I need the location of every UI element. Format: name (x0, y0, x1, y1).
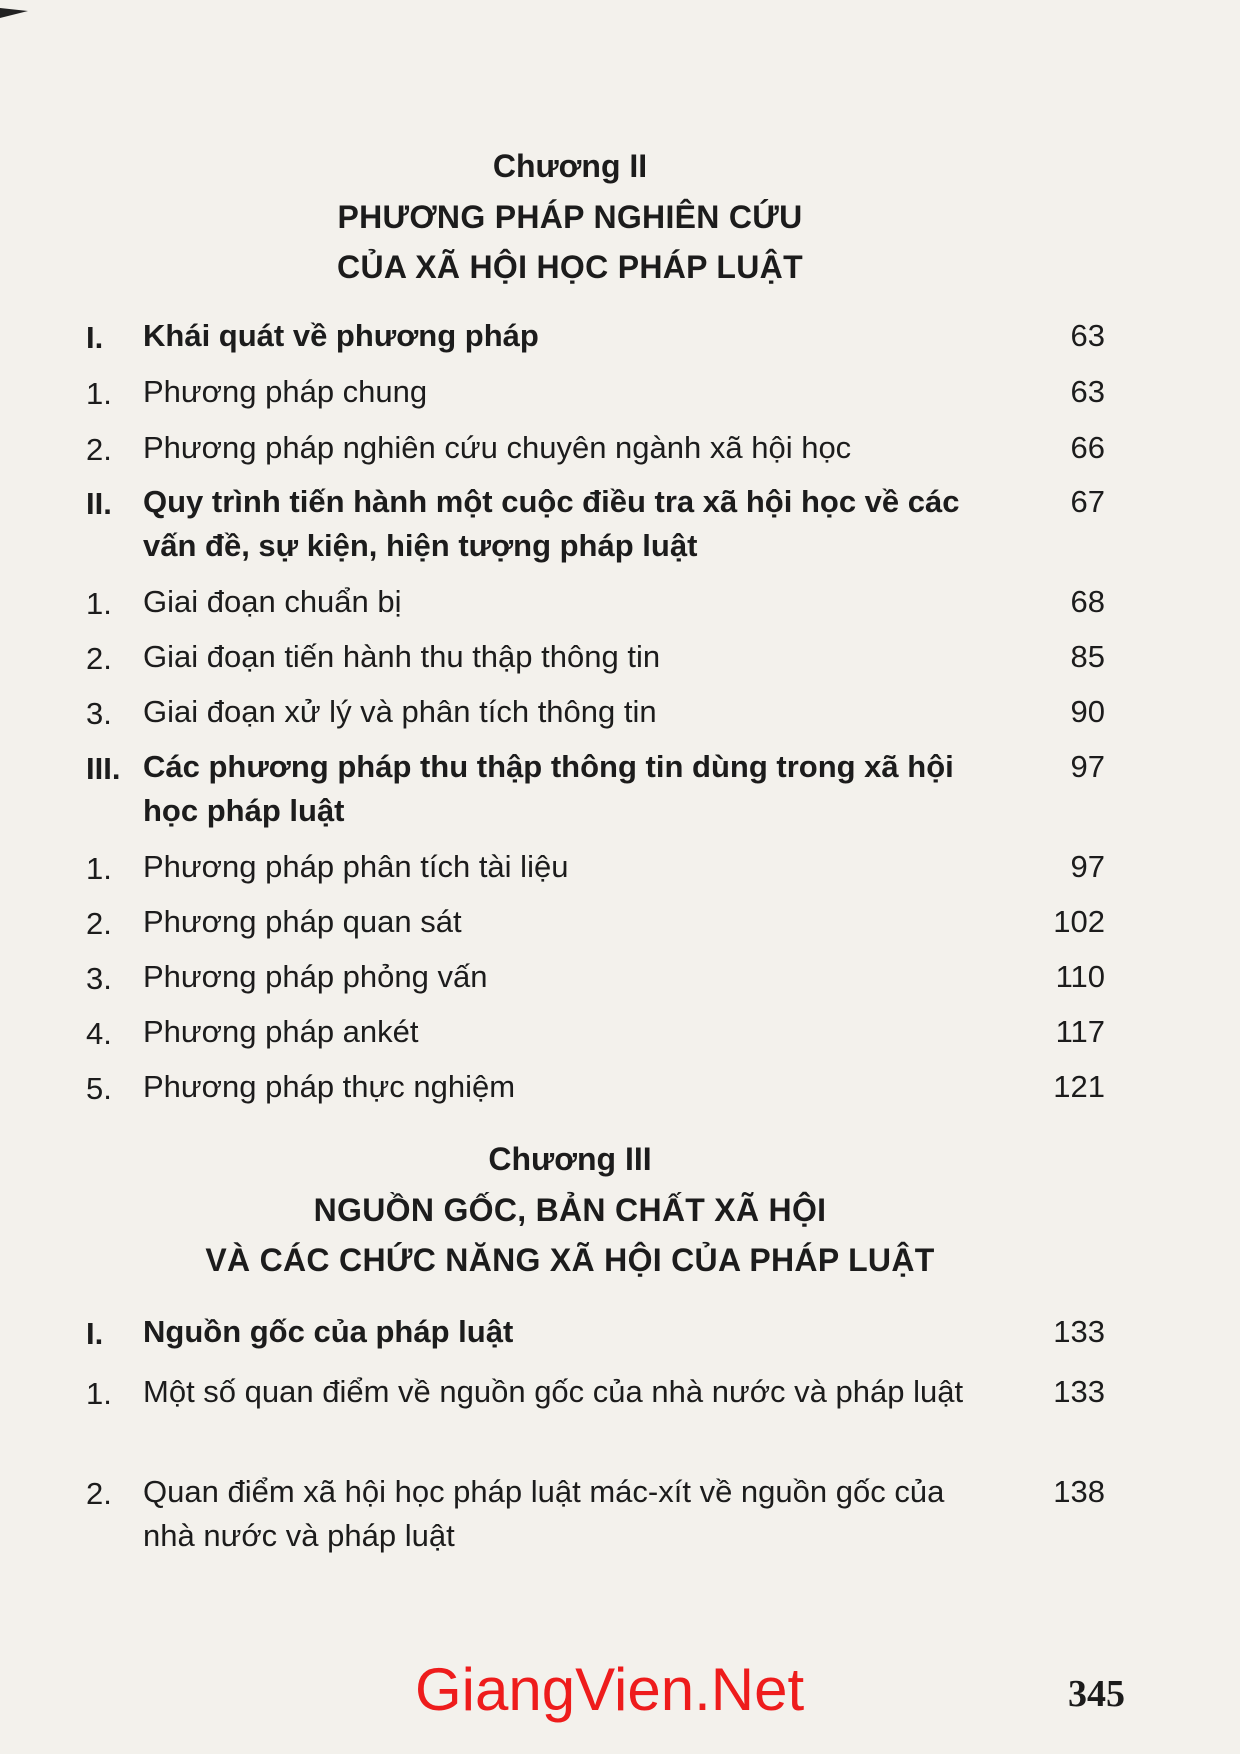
entry-number: 2. (86, 906, 112, 941)
entry-number: I. (86, 320, 104, 355)
entry-title: Phương pháp phân tích tài liệu (143, 849, 569, 884)
entry-number: II. (86, 486, 112, 521)
toc-entry[interactable] (0, 745, 1240, 841)
entry-number: 4. (86, 1016, 112, 1051)
entry-page: 133 (1053, 1374, 1105, 1409)
entry-title: Các phương pháp thu thập thông tin dùng trong xã hội học pháp luật (143, 749, 954, 828)
entry-number: 2. (86, 641, 112, 676)
entry-page: 63 (1070, 318, 1105, 353)
entry-number: 1. (86, 376, 112, 411)
toc-entry[interactable] (0, 690, 1240, 740)
entry-page: 133 (1053, 1314, 1105, 1349)
entry-number: I. (86, 1316, 104, 1351)
entry-title: Nguồn gốc của pháp luật (143, 1314, 514, 1349)
entry-number: 5. (86, 1071, 112, 1106)
entry-title: Khái quát về phương pháp (143, 318, 539, 353)
chapter-title-line: NGUỒN GỐC, BẢN CHẤT XÃ HỘI (313, 1192, 827, 1228)
toc-entry[interactable] (0, 1010, 1240, 1060)
entry-page: 97 (1070, 749, 1105, 784)
entry-page: 117 (1055, 1014, 1105, 1049)
toc-entry[interactable] (0, 426, 1240, 476)
chapter-title-line: PHƯƠNG PHÁP NGHIÊN CỨU (337, 199, 803, 235)
toc-entry[interactable] (0, 314, 1240, 364)
entry-page: 97 (1070, 849, 1105, 884)
entry-title: Một số quan điểm về nguồn gốc của nhà nước và pháp luật (143, 1374, 964, 1409)
chapter-title-line: VÀ CÁC CHỨC NĂNG XÃ HỘI CỦA PHÁP LUẬT (205, 1242, 935, 1278)
entry-number: 2. (86, 432, 112, 467)
chapter-heading-ii (0, 140, 1140, 292)
entry-page: 63 (1070, 374, 1105, 409)
entry-page: 138 (1053, 1474, 1105, 1509)
page-number: 345 (1068, 1673, 1125, 1715)
toc-entry[interactable] (0, 845, 1240, 895)
entry-number: 2. (86, 1476, 112, 1511)
entry-title: Phương pháp ankét (143, 1014, 419, 1049)
entry-page: 67 (1070, 484, 1105, 519)
toc-entry[interactable] (0, 1470, 1240, 1566)
entry-title: Phương pháp quan sát (143, 904, 462, 939)
toc-entry[interactable] (0, 635, 1240, 685)
entry-title: Giai đoạn tiến hành thu thập thông tin (143, 639, 661, 674)
entry-page: 68 (1070, 584, 1105, 619)
toc-entry[interactable] (0, 1310, 1240, 1360)
entry-number: III. (86, 751, 121, 786)
toc-entry[interactable] (0, 1065, 1240, 1115)
entry-title: Quan điểm xã hội học pháp luật mác-xít về nguồn gốc của nhà nước và pháp luật (143, 1474, 945, 1553)
toc-entry[interactable] (0, 480, 1240, 576)
entry-title: Phương pháp nghiên cứu chuyên ngành xã hội học (143, 430, 852, 465)
entry-number: 3. (86, 961, 112, 996)
entry-number: 3. (86, 696, 112, 731)
toc-entry[interactable] (0, 370, 1240, 420)
toc-entry[interactable] (0, 900, 1240, 950)
entry-title: Phương pháp phỏng vấn (143, 959, 488, 994)
entry-title: Giai đoạn xử lý và phân tích thông tin (143, 694, 657, 729)
chapter-label: Chương II (492, 148, 648, 184)
entry-number: 1. (86, 586, 112, 621)
entry-number: 1. (86, 1376, 112, 1411)
entry-title: Phương pháp chung (143, 374, 428, 409)
chapter-label: Chương III (488, 1141, 652, 1177)
entry-page: 110 (1055, 959, 1105, 994)
chapter-title-line: CỦA XÃ HỘI HỌC PHÁP LUẬT (337, 249, 803, 285)
entry-page: 85 (1070, 639, 1105, 674)
toc-entry[interactable] (0, 1370, 1240, 1466)
entry-title: Phương pháp thực nghiệm (143, 1069, 516, 1104)
entry-title: Quy trình tiến hành một cuộc điều tra xã hội học về các vấn đề, sự kiện, hiện tượng pháp luật (143, 484, 960, 563)
entry-page: 66 (1070, 430, 1105, 465)
entry-page: 102 (1053, 904, 1105, 939)
entry-page: 121 (1053, 1069, 1105, 1104)
toc-entry[interactable] (0, 955, 1240, 1005)
corner-mark (0, 8, 28, 18)
chapter-heading-iii (0, 1133, 1140, 1285)
watermark-text: GiangVien.Net (415, 1656, 805, 1723)
entry-title: Giai đoạn chuẩn bị (143, 584, 402, 619)
toc-entry[interactable] (0, 580, 1240, 630)
entry-number: 1. (86, 851, 112, 886)
entry-page: 90 (1070, 694, 1105, 729)
